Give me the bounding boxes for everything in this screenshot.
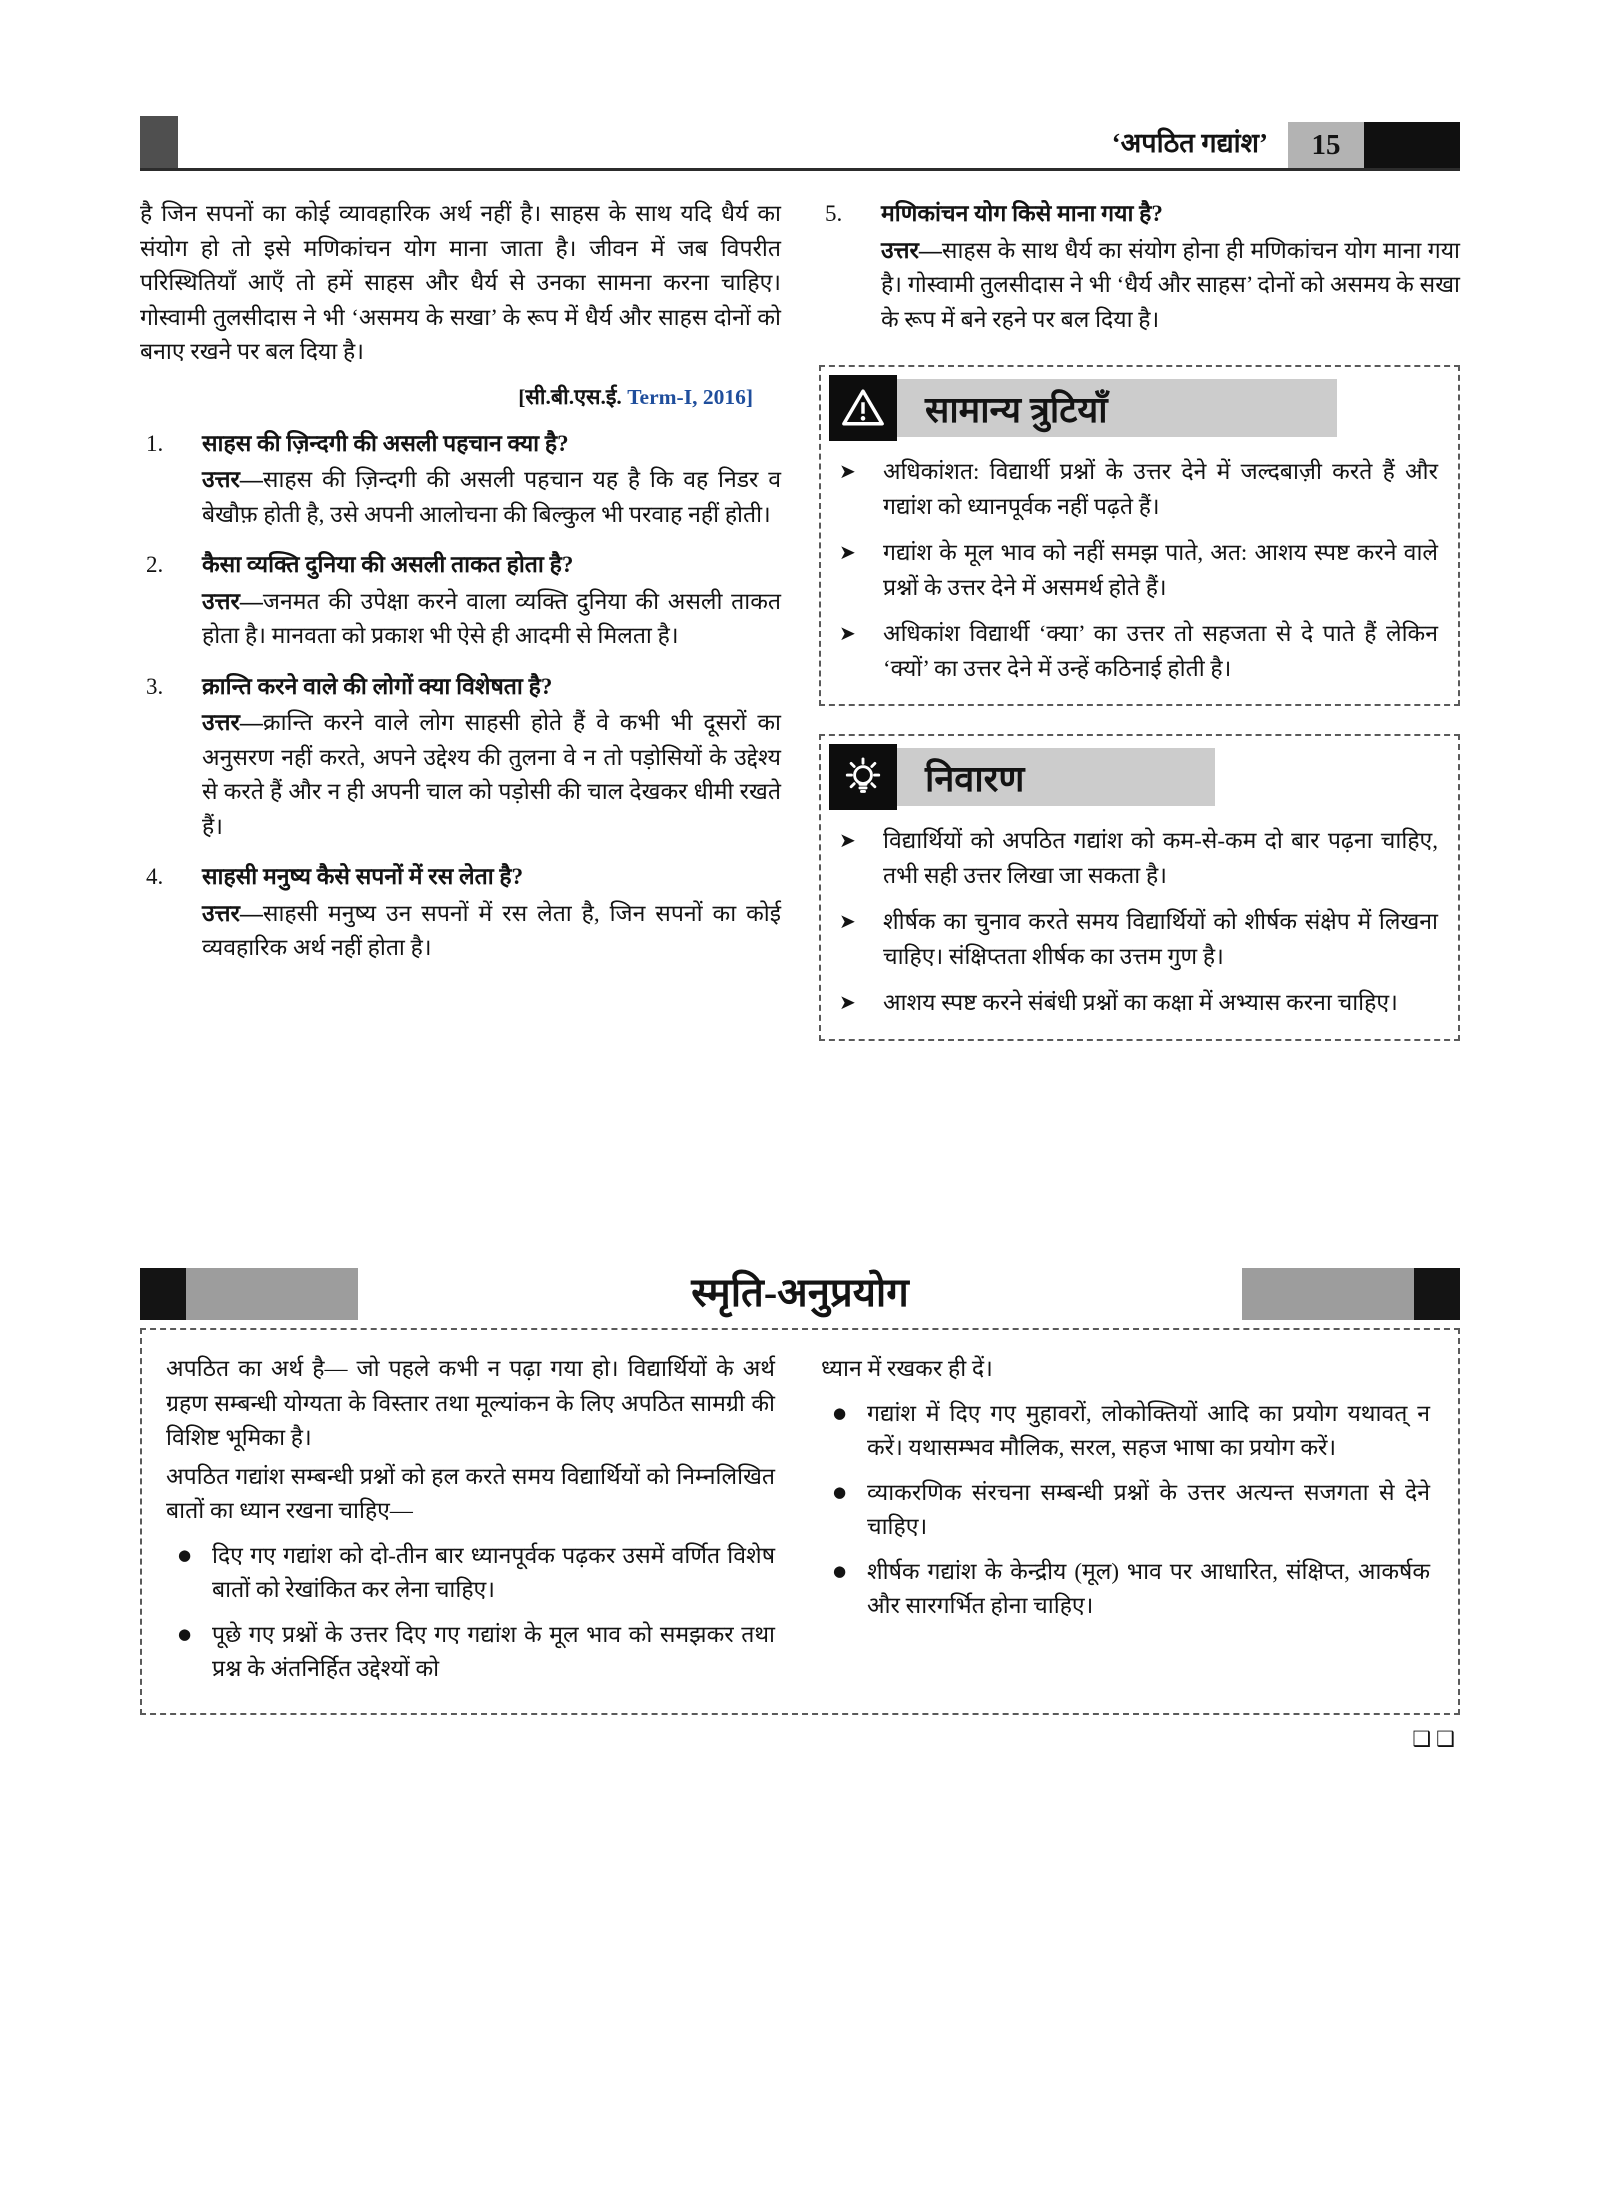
titlebar-accent-gray xyxy=(1242,1268,1414,1320)
qa-item xyxy=(140,860,781,966)
bullet-icon: ● xyxy=(833,1403,847,1422)
main-columns xyxy=(140,197,1460,1232)
qa-item xyxy=(819,197,1460,337)
remedy-item xyxy=(839,905,1438,974)
titlebar-accent-black xyxy=(1414,1268,1460,1320)
answer-label: उत्तर— xyxy=(202,467,263,492)
question-number: 1. xyxy=(146,430,164,456)
question-text: साहसी मनुष्य कैसे सपनों में रस लेता है? xyxy=(202,864,524,889)
left-column xyxy=(140,197,781,1232)
common-errors-callout xyxy=(819,365,1460,706)
answer-label: उत्तर— xyxy=(202,588,263,614)
citation-source: [सी.बी.एस.ई. xyxy=(518,384,628,409)
callout-title: निवारण xyxy=(897,748,1215,806)
memory-bullet-text: शीर्षक गद्यांश के केन्द्रीय (मूल) भाव पर आधारित, संक्षिप्त, आकर्षक और सारगर्भित होना चाहिए। xyxy=(867,1558,1430,1618)
memory-bullet-text: दिए गए गद्यांश को दो-तीन बार ध्यानपूर्वक पढ़कर उसमें वर्णित विशेष बातों को रेखांकित कर लेना चाहिए। xyxy=(212,1542,775,1602)
bullet-icon: ● xyxy=(833,1561,847,1580)
pointer-icon: ➤ xyxy=(839,459,856,483)
end-mark: ❑❑ xyxy=(1412,1726,1460,1751)
question-text: कैसा व्यक्ति दुनिया की असली ताकत होता है? xyxy=(202,552,574,577)
question-number: 4. xyxy=(146,864,164,889)
memory-section-title: स्मृति-अनुप्रयोग xyxy=(691,1270,909,1315)
question-text: क्रान्ति करने वाले की लोगों क्या विशेषता है? xyxy=(202,673,553,699)
header-corner-block xyxy=(140,116,178,168)
answer-text xyxy=(202,463,781,532)
qa-item xyxy=(140,548,781,654)
page-header xyxy=(140,116,1460,171)
pointer-icon: ➤ xyxy=(839,828,856,852)
memory-body xyxy=(140,1328,1460,1715)
memory-bullet xyxy=(166,1539,775,1608)
remedy-item-text: शीर्षक का चुनाव करते समय विद्यार्थियों को शीर्षक संक्षेप में लिखना चाहिए। संक्षिप्तता शीर्षक का उत्तम गुण है। xyxy=(883,909,1438,969)
memory-titlebar xyxy=(140,1268,1460,1320)
memory-paragraph: अपठित गद्यांश सम्बन्धी प्रश्नों को हल करते समय विद्यार्थियों को निम्नलिखित बातों का ध्यान रखना चाहिए— xyxy=(166,1463,775,1523)
intro-paragraph: है जिन सपनों का कोई व्यावहारिक अर्थ नहीं है। साहस के साथ यदि धैर्य का संयोग हो तो इसे मणिकांचन योग माना जाता है। जीवन में जब विपरीत परिस्थितियाँ आएँ तो हमें साहस और धैर्य से उनका सामना करना चाहिए। गोस्वामी तुलसीदास ने भी ‘असमय के सखा’ के रूप में धैर्य और साहस दोनों को बनाए रखने पर बल दिया है। xyxy=(140,201,781,364)
callout-title: सामान्य त्रुटियाँ xyxy=(897,379,1337,437)
pointer-icon: ➤ xyxy=(839,990,856,1014)
memory-continuation: ध्यान में रखकर ही दें। xyxy=(821,1356,993,1381)
error-item-text: गद्यांश के मूल भाव को नहीं समझ पाते, अत: आशय स्पष्ट करने वाले प्रश्नों के उत्तर देने में असमर्थ होते हैं। xyxy=(883,540,1438,600)
question-text: साहस की ज़िन्दगी की असली पहचान क्या है? xyxy=(202,430,569,456)
answer-body: साहसी मनुष्य उन सपनों में रस लेता है, जिन सपनों का कोई व्यवहारिक अर्थ नहीं होता है। xyxy=(202,900,781,960)
question-number: 5. xyxy=(825,201,843,226)
citation-term: Term-I, 2016] xyxy=(627,384,753,409)
remedy-list xyxy=(829,824,1440,1021)
error-item xyxy=(839,455,1438,524)
error-item-text: अधिकांशत: विद्यार्थी प्रश्नों के उत्तर देने में जल्दबाज़ी करते हैं और गद्यांश को ध्यानपूर्वक नहीं पढ़ते हैं। xyxy=(883,459,1438,519)
memory-bullet-text: पूछे गए प्रश्नों के उत्तर दिए गए गद्यांश के मूल भाव को समझकर तथा प्रश्न के अंतनिर्हित उद्देश्यों को xyxy=(212,1621,775,1681)
answer-text xyxy=(881,234,1460,338)
answer-body: क्रान्ति करने वाले लोग साहसी होते हैं वे कभी भी दूसरों का अनुसरण नहीं करते, अपने उद्देश्य की तुलना वे न तो पड़ोसियों के उद्देश्य से करते हैं और न ही अपनी चाल को पड़ोसी की चाल देखकर धीमी रखते हैं। xyxy=(202,710,781,839)
warning-triangle-icon xyxy=(829,375,897,441)
bullet-icon: ● xyxy=(178,1545,192,1564)
memory-bullet xyxy=(821,1397,1430,1466)
memory-application-section xyxy=(140,1268,1460,1715)
memory-bullet xyxy=(821,1555,1430,1624)
titlebar-accent-gray xyxy=(186,1268,358,1320)
memory-bullet xyxy=(166,1618,775,1687)
callout-header xyxy=(829,375,1440,441)
answer-body: साहस की ज़िन्दगी की असली पहचान यह है कि वह निडर व बेखौफ़ होती है, उसे अपनी आलोचना की बिल्कुल भी परवाह नहीं होती। xyxy=(202,467,781,527)
memory-bullet xyxy=(821,1476,1430,1545)
question-number: 3. xyxy=(146,673,164,699)
header-accent-block xyxy=(1364,122,1460,168)
remedy-item-text: विद्यार्थियों को अपठित गद्यांश को कम-से-कम दो बार पढ़ना चाहिए, तभी सही उत्तर लिखा जा सकता है। xyxy=(883,828,1438,888)
remedy-callout xyxy=(819,734,1460,1041)
error-item-text: अधिकांश विद्यार्थी ‘क्या’ का उत्तर तो सहजता से दे पाते हैं लेकिन ‘क्यों’ का उत्तर देने में उन्हें कठिनाई होती है। xyxy=(883,621,1438,681)
qa-item xyxy=(140,427,781,533)
memory-bullet-text: व्याकरणिक संरचना सम्बन्धी प्रश्नों के उत्तर अत्यन्त सजगता से देने चाहिए। xyxy=(867,1479,1430,1539)
page-number: 15 xyxy=(1288,122,1364,168)
error-item xyxy=(839,617,1438,686)
question-number: 2. xyxy=(146,552,164,577)
remedy-item xyxy=(839,986,1438,1021)
right-column xyxy=(819,197,1460,1232)
memory-left-column xyxy=(166,1352,775,1687)
memory-bullet-text: गद्यांश में दिए गए मुहावरों, लोकोक्तियों आदि का प्रयोग यथावत् न करें। यथासम्भव मौलिक, सरल, सहज भाषा का प्रयोग करें। xyxy=(867,1400,1430,1460)
answer-text xyxy=(202,585,781,654)
remedy-item-text: आशय स्पष्ट करने संबंधी प्रश्नों का कक्षा में अभ्यास करना चाहिए। xyxy=(883,990,1398,1015)
pointer-icon: ➤ xyxy=(839,621,856,645)
error-item xyxy=(839,536,1438,605)
pointer-icon: ➤ xyxy=(839,540,856,564)
qa-item xyxy=(140,670,781,845)
bullet-icon: ● xyxy=(178,1624,192,1643)
pointer-icon: ➤ xyxy=(839,909,856,933)
answer-label: उत्तर— xyxy=(202,710,263,735)
answer-text xyxy=(202,897,781,966)
answer-body: साहस के साथ धैर्य का संयोग होना ही मणिकांचन योग माना गया है। गोस्वामी तुलसीदास ने भी ‘धैर्य और साहस’ दोनों को असमय के सखा के रूप में बने रहने पर बल दिया है। xyxy=(881,237,1460,332)
lightbulb-icon xyxy=(829,744,897,810)
callout-header xyxy=(829,744,1440,810)
answer-text xyxy=(202,706,781,844)
titlebar-accent-black xyxy=(140,1268,186,1320)
citation xyxy=(140,382,753,411)
memory-paragraph: अपठित का अर्थ है— जो पहले कभी न पढ़ा गया हो। विद्यार्थियों के अर्थ ग्रहण सम्बन्धी योग्यता के विस्तार तथा मूल्यांकन के लिए अपठित सामग्री की विशिष्ट भूमिका है। xyxy=(166,1356,775,1450)
error-list xyxy=(829,455,1440,686)
answer-label: उत्तर— xyxy=(202,900,263,926)
answer-label: उत्तर— xyxy=(881,237,942,263)
bullet-icon: ● xyxy=(833,1482,847,1501)
remedy-item xyxy=(839,824,1438,893)
question-text: मणिकांचन योग किसे माना गया है? xyxy=(881,201,1163,226)
answer-body: जनमत की उपेक्षा करने वाला व्यक्ति दुनिया की असली ताकत होता है। मानवता को प्रकाश भी ऐसे ही आदमी से मिलता है। xyxy=(202,588,781,648)
chapter-label: ‘अपठित गद्यांश’ xyxy=(1111,128,1268,158)
memory-right-column xyxy=(821,1352,1430,1687)
